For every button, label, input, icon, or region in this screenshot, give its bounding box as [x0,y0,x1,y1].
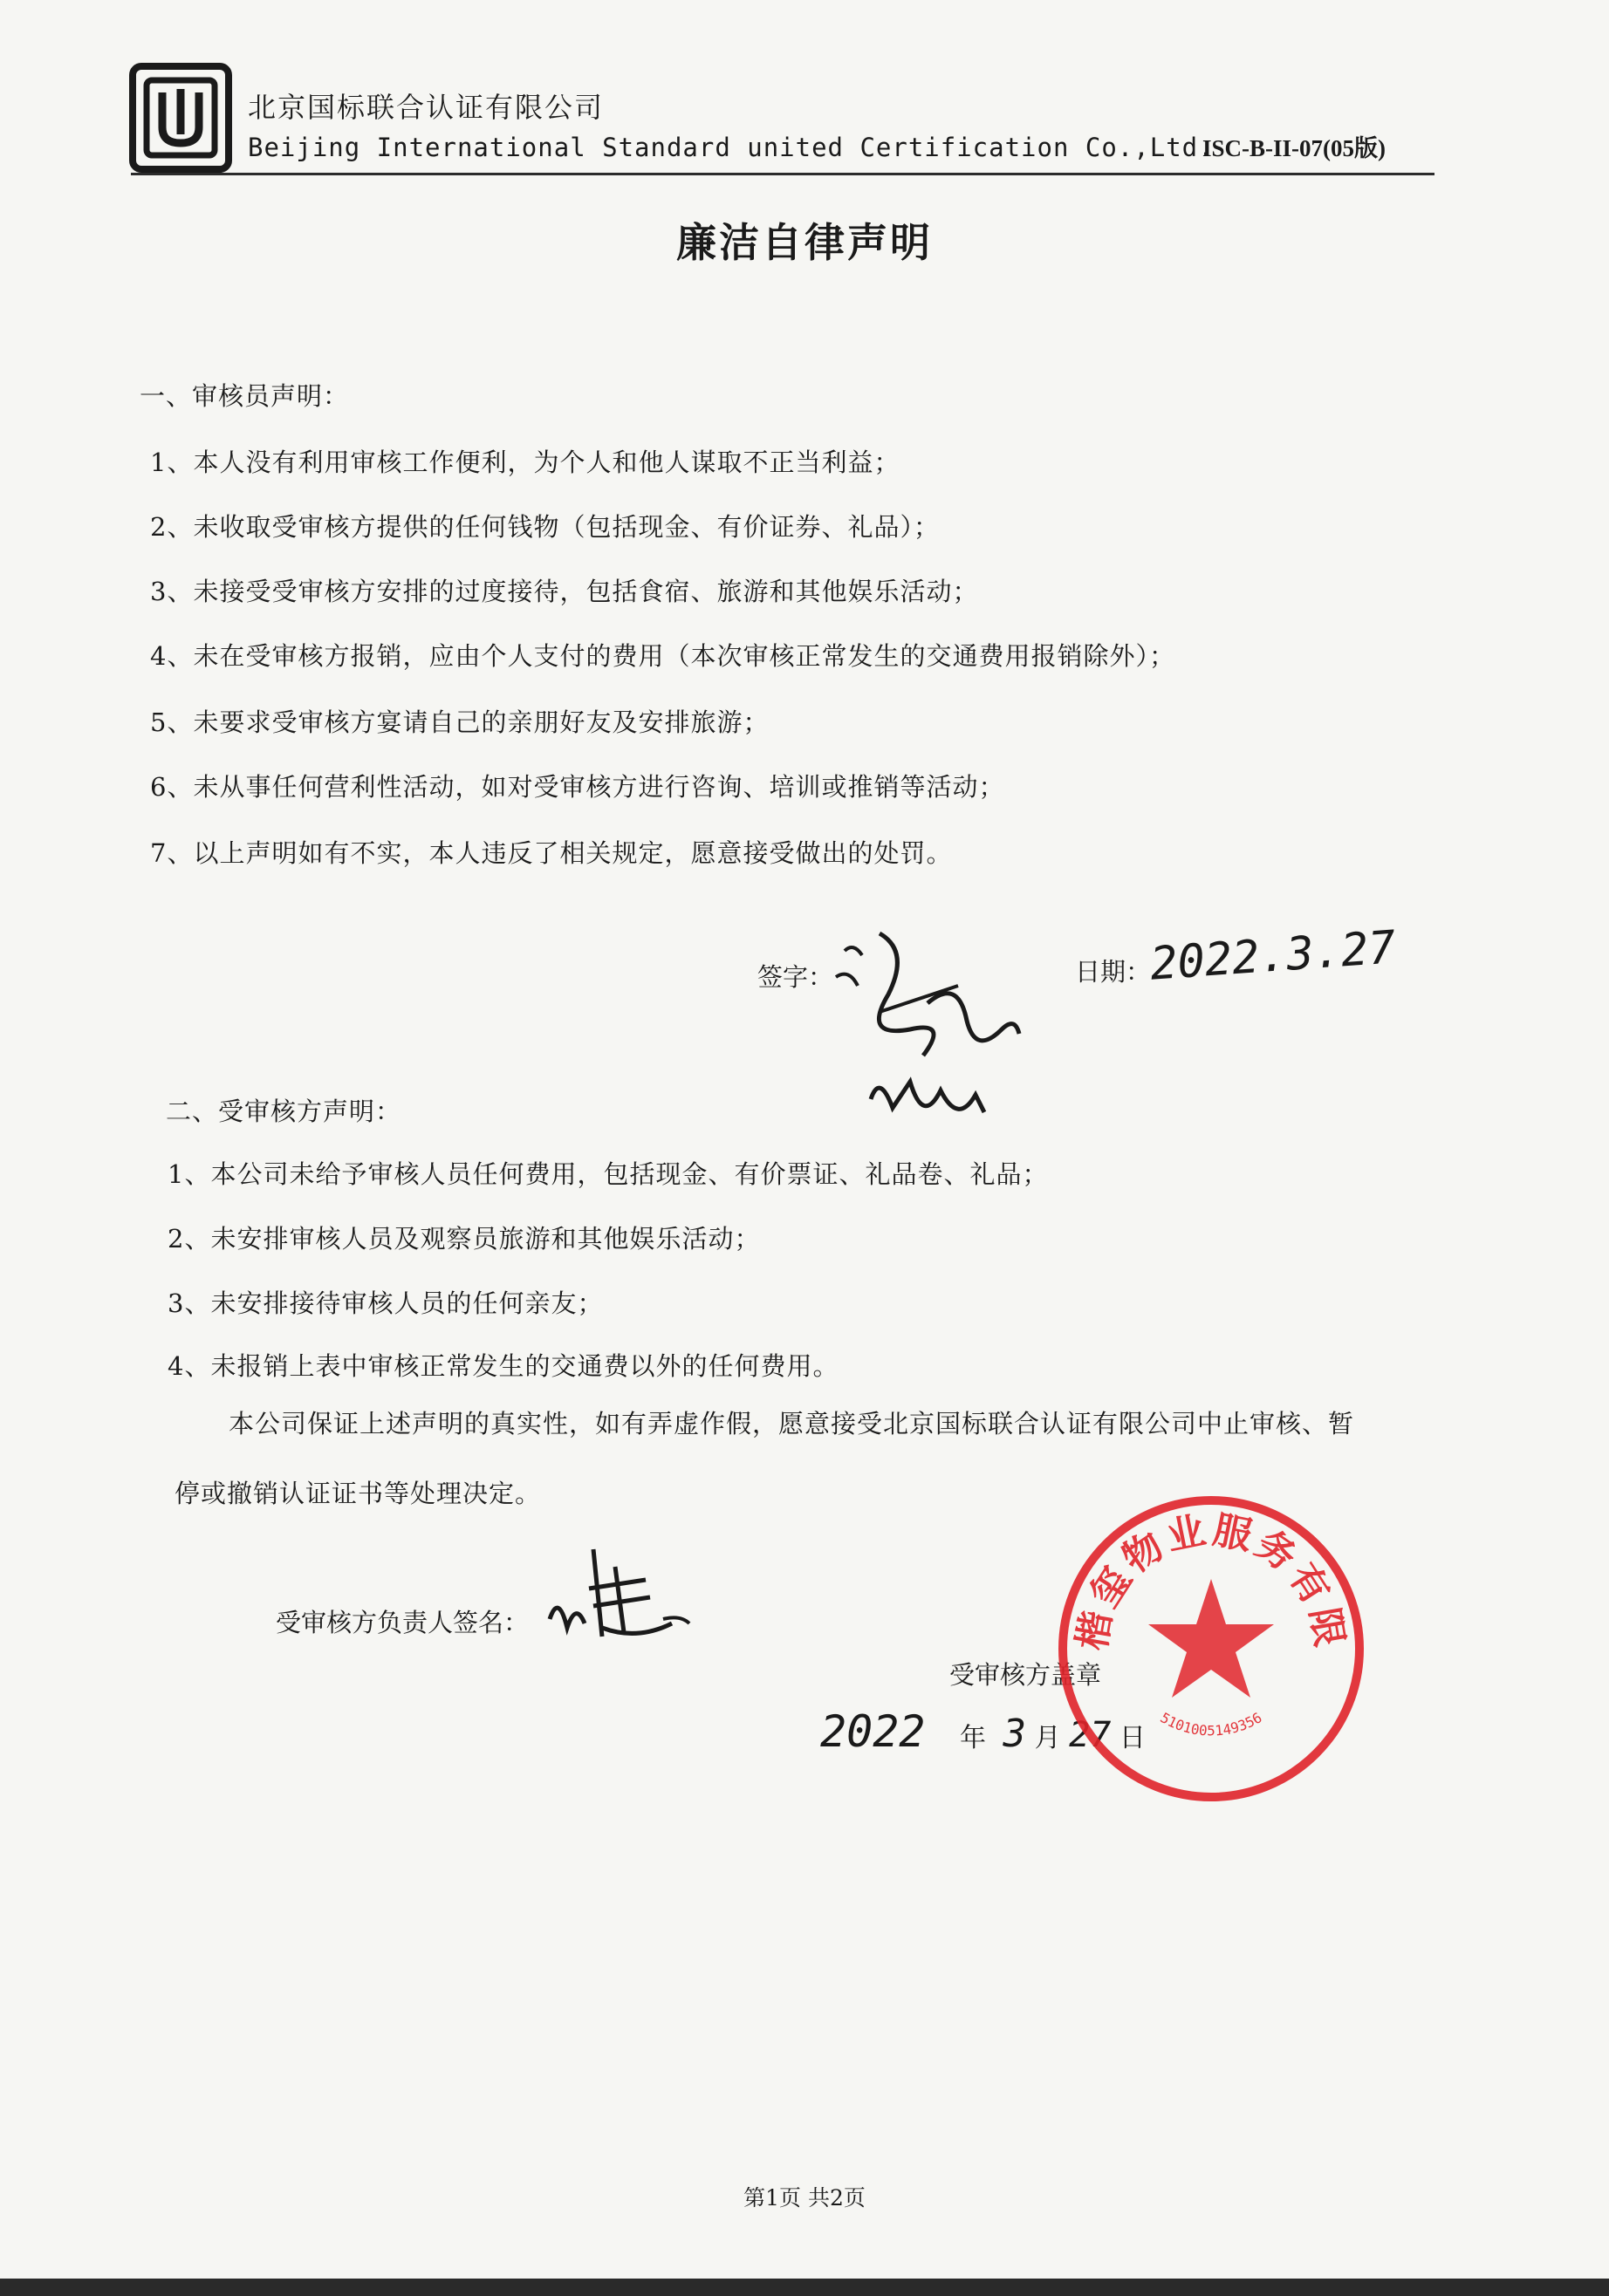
auditor-item: 2、未收取受审核方提供的任何钱物（包括现金、有价证券、礼品）； [150,512,940,542]
auditor-item: 5、未要求受审核方宴请自己的亲朋好友及安排旅游； [150,707,770,737]
date-year: 2022 [820,1706,926,1757]
company-name-en: Beijing International Standard united Certification Co.,Ltd. [248,133,1215,162]
date-month: 3 [1003,1712,1027,1756]
document-code: ISC-B-II-07(05版) [1202,135,1386,161]
seal-label: 受审核方盖章 [949,1660,1102,1690]
auditor-date: 2022.3.27 [1148,921,1398,991]
guarantee-text-line1: 本公司保证上述声明的真实性，如有弄虚作假，愿意接受北京国标联合认证有限公司中止审核、暂 [229,1409,1355,1438]
auditor-item: 3、未接受受审核方安排的过度接待，包括食宿、旅游和其他娱乐活动； [150,577,979,606]
date-day-char: 日 [1119,1723,1146,1753]
date-day: 27 [1069,1715,1112,1755]
seal-number: 5101005149356 [1157,1709,1265,1739]
responsible-signature [541,1541,698,1657]
company-logo [129,63,232,173]
scan-edge [0,2279,1609,2296]
company-seal [1045,1483,1377,1818]
auditor-item: 1、本人没有利用审核工作便利，为个人和他人谋取不正当利益； [150,448,900,477]
page-number: 第1页 共2页 [743,2185,866,2211]
svg-text:5101005149356 [1158,1709,1265,1739]
guarantee-text-line2: 停或撤销认证证书等处理决定。 [175,1479,542,1508]
responsible-signature-label: 受审核方负责人签名： [276,1608,530,1637]
auditee-item: 1、本公司未给予审核人员任何费用，包括现金、有价票证、礼品卷、礼品； [168,1159,1049,1189]
auditee-item: 3、未安排接待审核人员的任何亲友； [168,1288,604,1318]
company-name-cn: 北京国标联合认证有限公司 [248,91,605,124]
auditor-item: 6、未从事任何营利性活动，如对受审核方进行咨询、培训或推销等活动； [150,772,1005,802]
auditor-signature [827,925,1028,1146]
auditee-item: 4、未报销上表中审核正常发生的交通费以外的任何费用。 [168,1351,839,1381]
seal-text: 楷玺物业服务有限 [1070,1507,1352,1654]
date-year-char: 年 [959,1723,986,1753]
auditor-item: 7、以上声明如有不实，本人违反了相关规定，愿意接受做出的处罚。 [150,838,953,868]
auditor-item: 4、未在受审核方报销，应由个人支付的费用（本次审核正常发生的交通费用报销除外）； [150,641,1175,671]
date-label: 日期： [1075,957,1152,987]
signature-label: 签字： [757,962,834,992]
auditee-item: 2、未安排审核人员及观察员旅游和其他娱乐活动； [168,1224,761,1254]
auditor-section-heading: 一、审核员声明： [140,381,350,411]
date-month-char: 月 [1034,1723,1061,1753]
document-title: 廉洁自律声明 [676,219,933,266]
header-divider [131,173,1434,175]
auditee-section-heading: 二、受审核方声明： [166,1097,402,1126]
